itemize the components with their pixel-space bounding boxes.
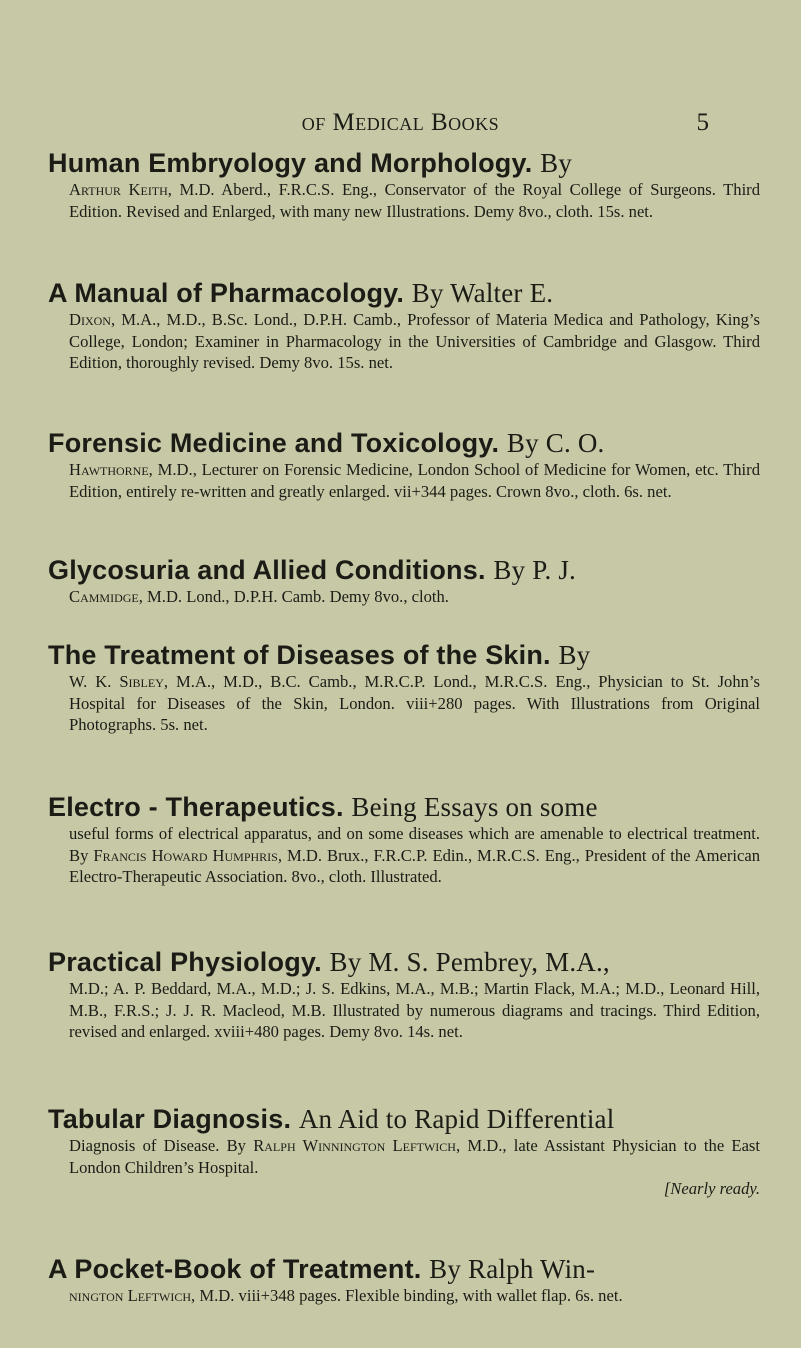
entry-text: M.A., M.D., B.Sc. Lond., D.P.H. Camb., Professor of Materia Medica and Pathology, King’s College, London; Examiner in Pharmacology in the Universities of Cambridge and Glasgow. Third Edition, thoroughly revised. Demy 8vo. 15s. net. — [69, 310, 761, 372]
entry-byline: An Aid to Rapid Differential — [298, 1104, 615, 1134]
page-number: 5 — [696, 109, 709, 136]
entry-title: A Pocket-Book of Treatment. — [48, 1254, 422, 1284]
entry-title: A Manual of Pharmacology. — [48, 278, 405, 308]
running-head — [0, 109, 801, 139]
entry-author: W. K. Sibley, — [69, 672, 169, 691]
entry-title: Human Embryology and Morphology. — [48, 148, 533, 178]
entry-byline: By Walter E. — [411, 278, 554, 308]
entry-title: Practical Physiology. — [48, 947, 322, 977]
entry-byline: By C. O. — [506, 428, 605, 458]
catalogue-entry — [48, 1103, 760, 1200]
entry-heading — [48, 946, 760, 978]
entry-byline: By — [540, 148, 573, 178]
entry-title: Electro - Therapeutics. — [48, 792, 344, 822]
catalogue-entry — [48, 147, 760, 222]
entry-byline: By M. S. Pembrey, M.A., — [329, 947, 610, 977]
catalogue-entry — [48, 946, 760, 1043]
entry-text: M.D., late Assistant Physician to the East London Children’s Hospital. — [69, 1136, 760, 1177]
entry-heading — [48, 427, 760, 459]
entry-byline: By — [558, 640, 591, 670]
entry-title: Forensic Medicine and Toxicology. — [48, 428, 500, 458]
entry-author: Hawthorne, — [69, 460, 153, 479]
entry-byline: By Ralph Win- — [429, 1254, 596, 1284]
entry-description — [69, 671, 760, 736]
entry-heading — [48, 147, 760, 179]
entry-heading — [48, 791, 760, 823]
entry-description — [69, 459, 760, 502]
entry-author: Dixon, — [69, 310, 116, 329]
entry-text-pre: Diagnosis of Disease. By — [69, 1136, 246, 1155]
entry-description — [69, 309, 760, 374]
entry-byline: Being Essays on some — [351, 792, 598, 822]
entry-heading — [48, 1253, 760, 1285]
catalogue-entry — [48, 791, 760, 888]
entry-text: M.D. viii+348 pages. Flexible binding, with wallet flap. 6s. net. — [199, 1286, 623, 1305]
entry-description — [69, 586, 760, 608]
entry-text: M.D. Aberd., F.R.C.S. Eng., Conservator of the Royal College of Surgeons. Third Edition. Revised and Enlarged, with many new Illustrations. Demy 8vo., cloth. 15s. net. — [69, 180, 761, 221]
entry-description — [69, 978, 760, 1043]
entry-heading — [48, 277, 760, 309]
entry-text: M.D., Lecturer on Forensic Medicine, London School of Medicine for Women, etc. Third Edition, entirely re-written and greatly enlarged. vii+344 pages. Crown 8vo., cloth. 6s. net. — [69, 460, 760, 501]
entry-text: M.D.; A. P. Beddard, M.A., M.D.; J. S. Edkins, M.A., M.B.; Martin Flack, M.A.; M.D., Leonard Hill, M.B., F.R.S.; J. J. R. Macleod, M.B. Illustrated by numerous diagrams and tracings. Third Edition, revised and enlarged. xviii+480 pages. Demy 8vo. 14s. net. — [69, 979, 760, 1041]
entry-author: Arthur Keith, — [69, 180, 172, 199]
running-title: of Medical Books — [301, 109, 500, 136]
catalogue-entry — [48, 427, 760, 502]
entry-byline: By P. J. — [493, 555, 576, 585]
entry-text: M.D. Lond., D.P.H. Camb. Demy 8vo., cloth. — [147, 587, 449, 606]
entry-title: The Treatment of Diseases of the Skin. — [48, 640, 551, 670]
entry-author: Cammidge, — [69, 587, 143, 606]
publication-note: [Nearly ready. — [663, 1179, 760, 1198]
entry-description — [69, 823, 760, 888]
catalogue-entry — [48, 639, 760, 736]
catalogue-entry — [48, 277, 760, 374]
entry-heading — [48, 639, 760, 671]
entry-title: Glycosuria and Allied Conditions. — [48, 555, 486, 585]
catalogue-entry — [48, 1253, 760, 1307]
entry-description — [69, 1285, 760, 1307]
entry-text: M.D. Brux., F.R.C.P. Edin., M.R.C.S. Eng., President of the American Electro-Therapeutic Association. 8vo., cloth. Illustrated. — [69, 845, 761, 886]
entry-description — [69, 1135, 760, 1200]
entry-heading — [48, 1103, 760, 1135]
entry-author: nington Leftwich, — [69, 1286, 196, 1305]
entry-author: Ralph Winnington Leftwich, — [253, 1136, 461, 1155]
entry-author: Francis Howard Humphris, — [93, 845, 283, 865]
entry-heading — [48, 554, 760, 586]
entry-title: Tabular Diagnosis. — [48, 1104, 292, 1134]
entry-text-pre: useful forms of electrical apparatus, and on some diseases which are amenable to electrical treatment. By — [69, 824, 760, 865]
entry-description — [69, 179, 760, 222]
entry-text: M.A., M.D., B.C. Camb., M.R.C.P. Lond., M.R.C.S. Eng., Physician to St. John’s Hospital for Diseases of the Skin, London. viii+280 pages. With Illustrations from Original Photographs. 5s. net. — [69, 672, 761, 734]
catalogue-entry — [48, 554, 760, 608]
